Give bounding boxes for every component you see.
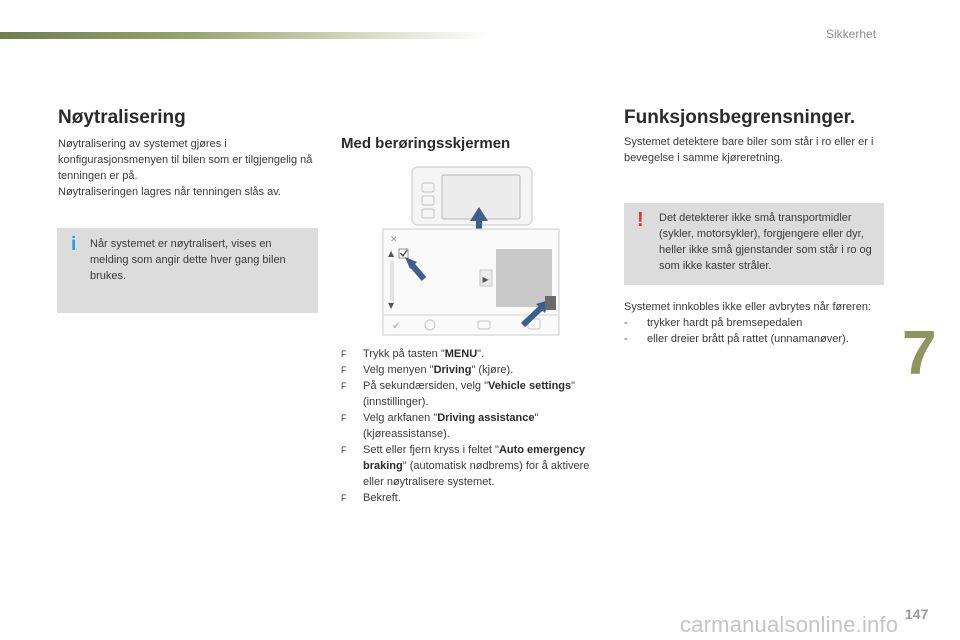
step-text: Trykk på tasten " [363,348,445,360]
conditions-intro: Systemet innkobles ikke eller avbrytes når føreren: [624,301,871,313]
step-text: Bekreft. [363,492,401,504]
touchscreen-diagram [382,165,562,337]
driving-assistance-tab [545,296,556,310]
conditions-list [624,315,894,347]
step-key: MENU [444,348,478,360]
right-paragraph: Systemet detektere bare biler som står i ro eller er i bevegelse i samme kjøreretning. [624,136,874,164]
condition-text: eller dreier brått på rattet (unnamanøver). [647,333,849,345]
step-key: Driving [433,364,472,376]
warning-text: Det detekterer ikke små transportmidler (sykler, motorsykler), forgjengere eller dyr, heller ikke små gjenstander som står i ro og som ikke kaster stråler. [659,212,872,272]
preview-panel [496,249,552,307]
right-title: Funksjonsbegrensninger. [624,107,856,128]
page-number: 147 [905,606,929,622]
step-text-end: " (automatisk nødbrems) for å aktivere eller nøytralisere systemet. [363,460,590,488]
right-paragraph-2 [624,299,894,347]
step-item [341,362,601,378]
left-paragraph-text: Nøytralisering av systemet gjøres i konfigurasjonsmenyen til bilen som er tilgjengelig nå tenningen er på. [58,138,313,182]
step-bullet: F [341,445,347,455]
close-icon: ✕ [390,235,398,245]
step-text: Velg arkfanen " [363,412,438,424]
scroll-up-icon: ▲ [388,249,395,258]
watermark: carmanualsonline.info [680,612,899,637]
condition-text: trykker hardt på bremsepedalen [647,317,803,329]
condition-dash: - [624,333,628,345]
info-icon: i [71,234,77,255]
confirm-icon: ✔ [392,321,401,332]
warning-note [624,203,884,285]
step-bullet: F [341,493,347,503]
step-item [341,378,601,410]
warning-icon: ! [637,209,644,231]
left-title: Nøytralisering [58,107,186,128]
step-item [341,410,601,442]
condition-dash: - [624,317,628,329]
info-note [57,228,318,313]
step-item [341,490,601,506]
scroll-down-icon: ▼ [388,301,395,310]
chapter-number: 7 [902,319,937,388]
next-page-icon: ▶ [482,275,489,284]
step-text: Sett eller fjern kryss i feltet " [363,444,499,456]
step-list [341,346,601,506]
condition-item [624,315,894,331]
scrollbar [390,261,394,301]
section-label: Sikkerhet [826,27,877,41]
step-text-end: " (innstillinger). [363,380,576,408]
step-text-end: " (kjøreassistanse). [363,412,539,440]
step-text-end: " (kjøre). [471,364,514,376]
step-key: Driving assistance [437,412,535,424]
step-key: Auto emergency braking [363,444,586,472]
step-bullet: F [341,413,347,423]
step-text-end: ". [477,348,485,360]
touchscreen-heading: Med berøringsskjermen [341,135,511,152]
step-text: På sekundærsiden, velg " [363,380,488,392]
step-text: Velg menyen " [363,364,434,376]
step-bullet: F [341,349,347,359]
left-paragraph [58,136,320,200]
step-key: Vehicle settings [487,380,572,392]
condition-item [624,331,894,347]
left-paragraph-text-2: Nøytraliseringen lagres når tenningen slås av. [58,186,281,198]
step-bullet: F [341,381,347,391]
header-bar [0,32,490,39]
step-bullet: F [341,365,347,375]
info-text: Når systemet er nøytralisert, vises en melding som angir dette hver gang bilen brukes. [90,238,286,282]
step-item [341,442,601,490]
step-item [341,346,601,362]
